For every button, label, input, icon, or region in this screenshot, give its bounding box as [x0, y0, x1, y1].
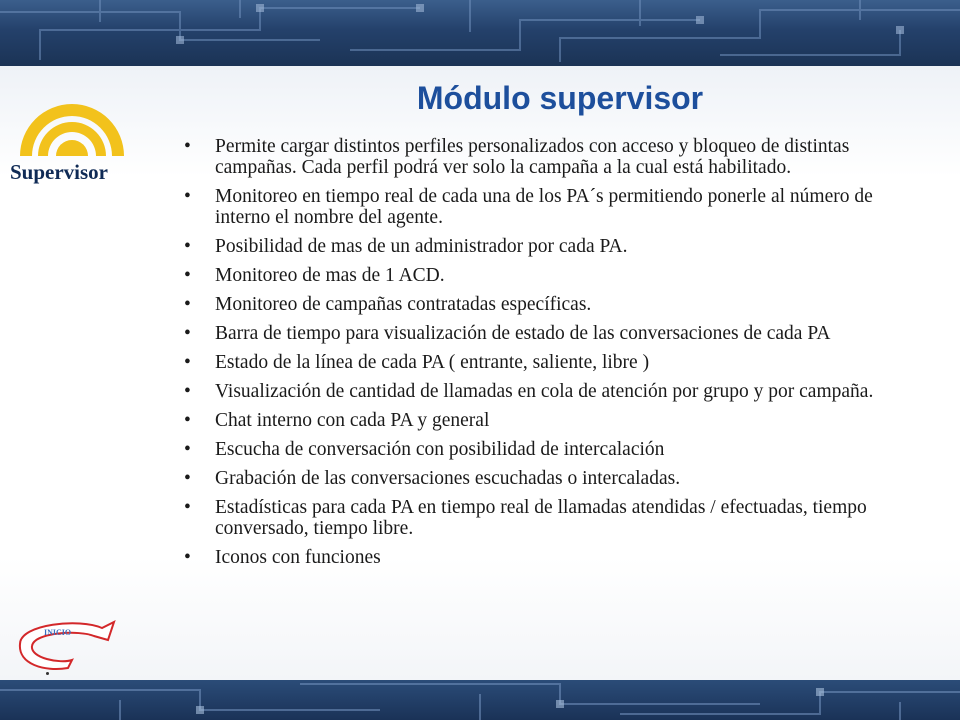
bullet-dot: • [184, 265, 191, 286]
bullet-dot: • [184, 352, 191, 373]
bullet-text: Chat interno con cada PA y general [215, 410, 490, 431]
decorative-dot [46, 672, 49, 675]
circuit-pattern-bottom [0, 680, 960, 720]
bullet-item [184, 410, 884, 431]
bullet-item [184, 186, 884, 228]
bullet-text: Monitoreo en tiempo real de cada una de los PA´s permitiendo ponerle al número de interno el nombre del agente. [215, 186, 873, 228]
header-circuit-band [0, 0, 960, 66]
bullet-dot: • [184, 294, 191, 315]
bullet-item [184, 323, 884, 344]
bullet-text: Escucha de conversación con posibilidad de intercalación [215, 439, 665, 460]
bullet-item [184, 236, 884, 257]
bullet-dot: • [184, 323, 191, 344]
bullet-dot: • [184, 381, 191, 402]
bullet-item [184, 265, 884, 286]
arrow-home-icon[interactable] [10, 614, 120, 674]
feature-bullet-list [184, 136, 884, 576]
bullet-item [184, 497, 884, 539]
bullet-dot: • [184, 410, 191, 431]
bullet-dot: • [184, 497, 191, 518]
bullet-item [184, 468, 884, 489]
bullet-text: Monitoreo de mas de 1 ACD. [215, 265, 445, 286]
page-title: Módulo supervisor [416, 80, 704, 116]
bullet-item [184, 439, 884, 460]
bullet-text: Estadísticas para cada PA en tiempo real de llamadas atendidas / efectuadas, tiempo conversado, tiempo libre. [215, 497, 867, 539]
bullet-item [184, 352, 884, 373]
bullet-text: Permite cargar distintos perfiles personalizados con acceso y bloqueo de distintas campañas. Cada perfil podrá ver solo la campaña a la cual está habilitado. [215, 136, 850, 178]
sun-arcs-logo-icon [12, 86, 132, 158]
bullet-text: Grabación de las conversaciones escuchadas o intercaladas. [215, 468, 681, 489]
bullet-item [184, 381, 884, 402]
bullet-dot: • [184, 439, 191, 460]
bullet-text: Monitoreo de campañas contratadas específicas. [215, 294, 592, 315]
bullet-item [184, 294, 884, 315]
bullet-item [184, 136, 884, 178]
bullet-item [184, 547, 884, 568]
circuit-pattern-top [0, 0, 960, 66]
footer-circuit-band [0, 680, 960, 720]
bullet-text: Visualización de cantidad de llamadas en cola de atención por grupo y por campaña. [215, 381, 874, 402]
bullet-dot: • [184, 186, 191, 207]
bullet-dot: • [184, 236, 191, 257]
bullet-dot: • [184, 547, 191, 568]
bullet-text: Barra de tiempo para visualización de estado de las conversaciones de cada PA [215, 323, 831, 344]
home-link[interactable]: INICIO [44, 628, 72, 637]
bullet-dot: • [184, 468, 191, 489]
section-label: Supervisor [10, 160, 109, 184]
bullet-text: Estado de la línea de cada PA ( entrante, saliente, libre ) [215, 352, 650, 373]
bullet-dot: • [184, 136, 191, 157]
bullet-text: Iconos con funciones [215, 547, 381, 568]
bullet-text: Posibilidad de mas de un administrador por cada PA. [215, 236, 628, 257]
